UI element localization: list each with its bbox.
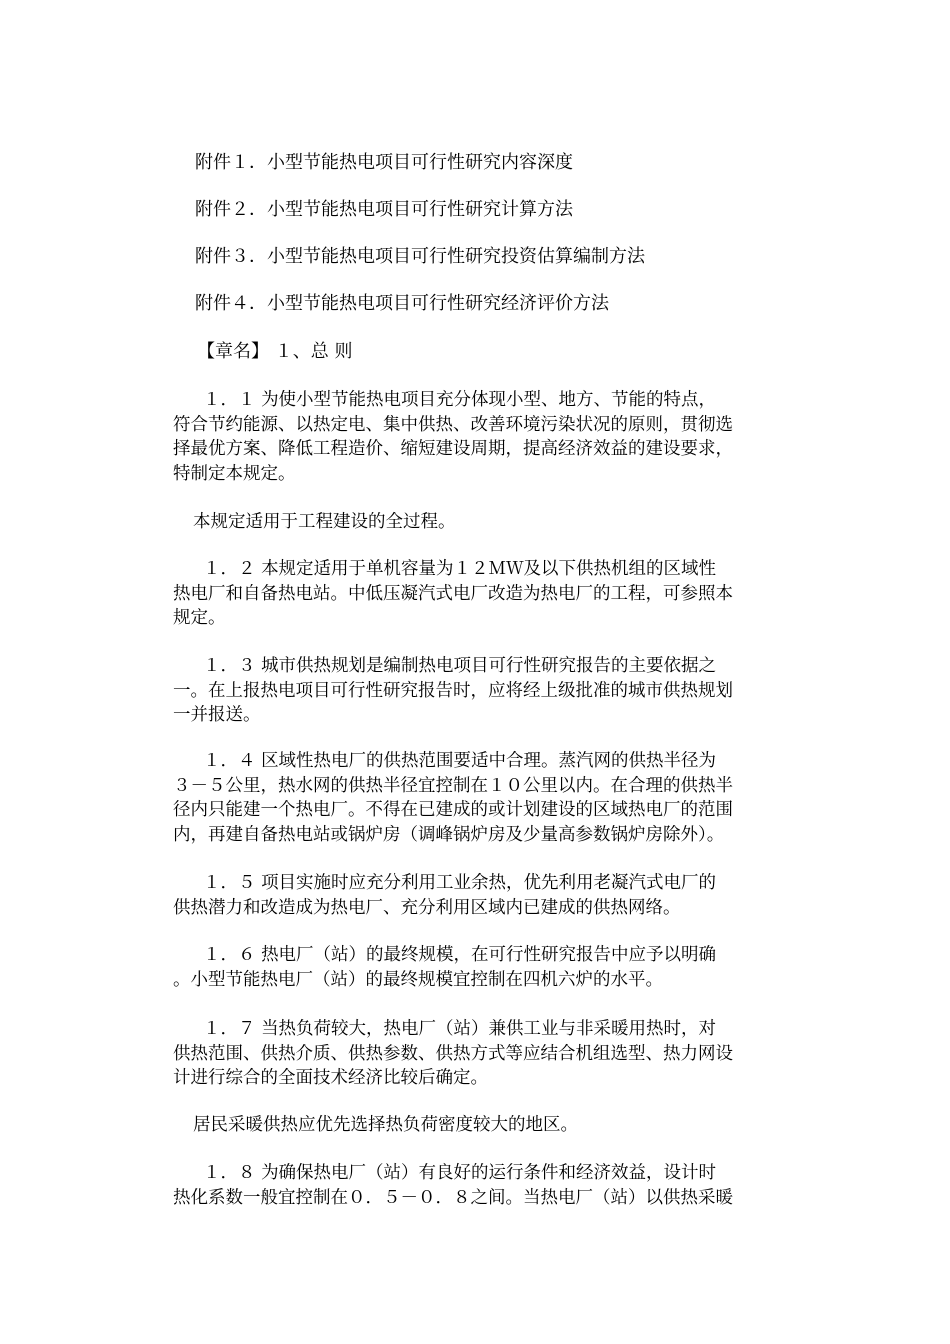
paragraph-line: 本规定适用于工程建设的全过程。 [193,512,456,532]
paragraph-line: 一并报送。 [173,705,261,725]
paragraph-line: 计进行综合的全面技术经济比较后确定。 [173,1068,488,1088]
paragraph-line: 供热范围、供热介质、供热参数、供热方式等应结合机组选型、热力网设 [173,1043,733,1064]
paragraph-line: １．４ 区域性热电厂的供热范围要适中合理。蒸汽网的供热半径为 [203,751,717,771]
paragraph-line: １．７ 当热负荷较大，热电厂（站）兼供工业与非采暖用热时，对 [203,1019,717,1039]
paragraph-1-1 [173,388,778,486]
paragraph-line: 一。在上报热电项目可行性研究报告时，应将经上级批准的城市供热规划 [173,680,733,701]
paragraph-1-6 [173,943,778,992]
paragraph-line: 择最优方案、降低工程造价、缩短建设周期，提高经济效益的建设要求， [173,439,733,459]
paragraph-1-3 [173,654,778,728]
paragraph-1-8 [173,1161,778,1210]
paragraph-line: 热化系数一般宜控制在０．５－０．８之间。当热电厂（站）以供热采暖 [173,1187,733,1208]
paragraph-line: １．１ 为使小型节能热电项目充分体现小型、地方、节能的特点， [203,390,717,410]
paragraph-1-2 [173,557,778,631]
paragraph-line: 居民采暖供热应优先选择热负荷密度较大的地区。 [193,1115,578,1135]
paragraph-line: 特制定本规定。 [173,463,296,484]
paragraph-line: ３－５公里，热水网的供热半径宜控制在１０公里以内。在合理的供热半 [173,775,733,796]
paragraph-line: １．６ 热电厂（站）的最终规模，在可行性研究报告中应予以明确 [203,945,717,965]
attachment-2: 附件２．小型节能热电项目可行性研究计算方法 [195,199,573,220]
paragraph-line: 。小型节能热电厂（站）的最终规模宜控制在四机六炉的水平。 [173,969,663,990]
paragraph-line: 径内只能建一个热电厂。不得在已建成的或计划建设的区域热电厂的范围 [173,800,733,820]
paragraph-1-4 [173,749,778,847]
paragraph-line: 规定。 [173,608,226,628]
paragraph-line: 符合节约能源、以热定电、集中供热、改善环境污染状况的原则，贯彻选 [173,414,733,435]
chapter-title: 【章名】 １、总 则 [197,341,353,362]
paragraph-1-5 [173,871,778,920]
paragraph-line: １．８ 为确保热电厂（站）有良好的运行条件和经济效益，设计时 [203,1163,717,1183]
attachment-4: 附件４．小型节能热电项目可行性研究经济评价方法 [195,293,609,314]
paragraph-line: 热电厂和自备热电站。中低压凝汽式电厂改造为热电厂的工程，可参照本 [173,583,733,604]
paragraph-line: 供热潜力和改造成为热电厂、充分利用区域内已建成的供热网络。 [173,897,681,918]
paragraph-line: １．３ 城市供热规划是编制热电项目可行性研究报告的主要依据之 [203,656,717,676]
paragraph-line: １．５ 项目实施时应充分利用工业余热，优先利用老凝汽式电厂的 [203,873,717,893]
paragraph-1-7 [173,1017,778,1091]
paragraph-scope [173,510,778,535]
attachment-3: 附件３．小型节能热电项目可行性研究投资估算编制方法 [195,246,645,267]
paragraph-line: １．２ 本规定适用于单机容量为１２ＭＷ及以下供热机组的区域性 [203,559,717,579]
attachment-1: 附件１．小型节能热电项目可行性研究内容深度 [195,152,573,173]
paragraph-line: 内，再建自备热电站或锅炉房（调峰锅炉房及少量高参数锅炉房除外）。 [173,824,725,845]
paragraph-heating [173,1113,778,1138]
